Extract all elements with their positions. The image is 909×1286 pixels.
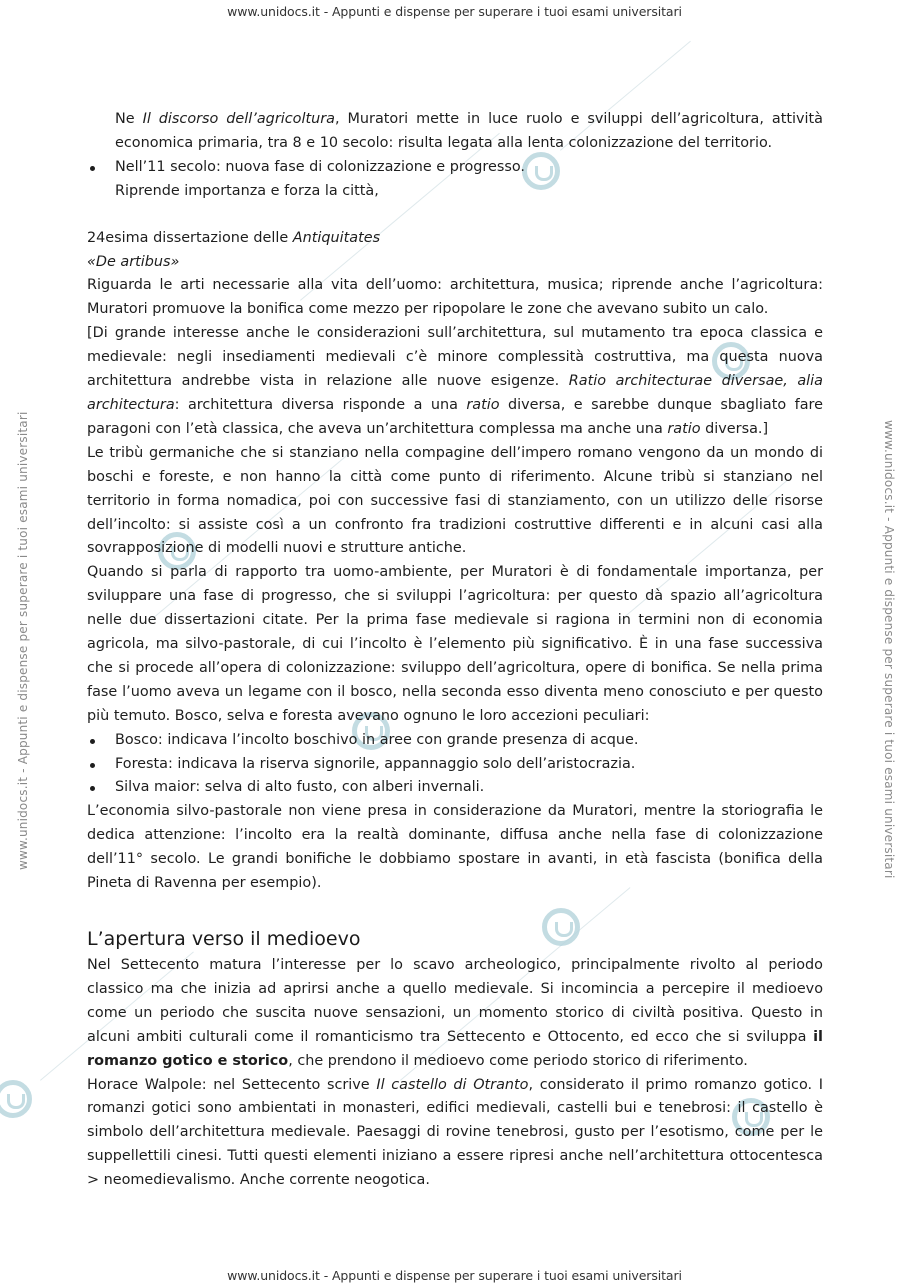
text-span: diversa.] <box>700 420 769 437</box>
text-span: Horace Walpole: nel Settecento scrive <box>87 1076 377 1093</box>
bold-phrase: il romanzo gotico e storico <box>87 1028 823 1069</box>
text-span: , che prendono il medioevo come periodo storico di riferimento. <box>288 1052 748 1069</box>
latin-phrase: Ratio architecturae diversae, alia architectura <box>87 373 823 413</box>
unidocs-watermark-logo-icon <box>0 1080 32 1118</box>
text-span: [Di grande interesse anche le considerazioni sull’architettura, sul mutamento tra epoca classica e medievale: negli insediamenti medievali c’è minore complessità costruttiva, ma questa nuova architettura andrebbe vista in relazione alle nuove esigenze. <box>87 325 823 390</box>
paragraph: Riguarda le arti necessarie alla vita dell’uomo: architettura, musica; riprende anche l’agricoltura: Muratori promuove la bonifica come mezzo per ripopolare le zone che avevano subito un calo. <box>87 277 823 318</box>
section-heading: L’apertura verso il medioevo <box>87 928 361 950</box>
work-title: Antiquitates <box>292 229 381 246</box>
text-span: 24esima dissertazione delle <box>87 229 293 246</box>
footer-watermark: www.unidocs.it - Appunti e dispense per superare i tuoi esami universitari <box>227 1268 682 1283</box>
right-side-watermark: www.unidocs.it - Appunti e dispense per superare i tuoi esami universitari <box>882 420 896 879</box>
paragraph: Quando si parla di rapporto tra uomo-ambiente, per Muratori è di fondamentale importanza, per sviluppare una fase di progresso, che si sviluppi l’agricoltura: per questo dà spazio all’agricoltura nelle due dissertazioni citate. Per la prima fase medievale si ragiona in termini non di economia agricola, ma silvo-pastorale, di cui l’incolto è l’elemento più significativo. È in una fase successiva che si procede all’opera di colonizzazione: sviluppo dell’agricoltura, opere di bonifica. Se nella prima fase l’uomo aveva un legame con il bosco, nella seconda esso diventa meno conosciuto e per questo più temuto. Bosco, selva e foresta avevano ognuno le loro accezioni peculiari: <box>87 564 823 724</box>
list-item: Silva maior: selva di alto fusto, con alberi invernali. <box>87 776 823 800</box>
subtitle-text: «De artibus» <box>87 253 180 270</box>
latin-word: ratio <box>466 396 500 413</box>
list-item: Foresta: indicava la riserva signorile, appannaggio solo dell’aristocrazia. <box>87 753 823 777</box>
latin-word: ratio <box>667 420 701 437</box>
header-watermark: www.unidocs.it - Appunti e dispense per superare i tuoi esami universitari <box>227 4 682 19</box>
list-item-text: Nell’11 secolo: nuova fase di colonizzazione e progresso. <box>115 158 525 175</box>
paragraph <box>87 1074 823 1194</box>
text-span: diversa, e sarebbe dunque sbagliato fare paragoni con l’età classica, che aveva un’architettura complessa ma anche una <box>87 396 823 437</box>
paragraph: L’economia silvo-pastorale non viene presa in considerazione da Muratori, mentre la storiografia le dedica attenzione: l’incolto era la realtà dominante, diffusa anche nella fase di colonizzazione dell’11° secolo. Le grandi bonifiche le dobbiamo spostare in avanti, in età fascista (bonifica della Pineta di Ravenna per esempio). <box>87 803 823 892</box>
paragraph <box>87 954 823 1074</box>
section-title <box>87 227 823 251</box>
text-span: : architettura diversa risponde a una <box>174 396 467 413</box>
list-item <box>87 156 823 204</box>
intro-paragraph <box>87 108 823 156</box>
document-body <box>87 108 823 1193</box>
book-title: Il discorso dell’agricoltura <box>142 111 335 127</box>
left-side-watermark: www.unidocs.it - Appunti e dispense per superare i tuoi esami universitari <box>16 411 30 870</box>
text-span: , considerato il primo romanzo gotico. I romanzi gotici sono ambientati in monasteri, edifici medievali, castelli bui e tenebrosi: il castello è simbolo dell’architettura medievale. Paesaggi di rovine tenebrosi, gusto per l’esotismo, come per le suppellettili cinesi. Tutti questi elementi iniziano a essere ripresi anche nell’architettura ottocentesca > neomedievalismo. Anche corrente neogotica. <box>87 1076 823 1189</box>
paragraph: Le tribù germaniche che si stanziano nella compagine dell’impero romano vengono da un mondo di boschi e foreste, e non hanno la città come punto di riferimento. Alcune tribù si stanziano nel territorio in forma nomadica, poi con successive fasi di stanziamento, con un utilizzo delle risorse dell’incolto: si assiste così a un confronto fra tradizioni costruttive differenti e in alcuni casi alla sovrapposizione di modelli nuovi e strutture antiche. <box>87 444 823 557</box>
list-item-text: Riprende importanza e forza la città, <box>115 182 379 199</box>
list-item: Bosco: indicava l’incolto boschivo in aree con grande presenza di acque. <box>87 729 823 753</box>
section-subtitle <box>87 251 823 275</box>
text-span: Nel Settecento matura l’interesse per lo scavo archeologico, principalmente rivolto al periodo classico ma che inizia ad aprirsi anche a quello medievale. Si incomincia a percepire il medioevo come un periodo che suscita nuove sensazioni, un momento storico di civiltà positiva. Questo in alcuni ambiti culturali come il romanticismo tra Settecento e Ottocento, ed ecco che si sviluppa <box>87 957 823 1045</box>
book-title: Il castello di Otranto <box>376 1076 529 1093</box>
paragraph <box>87 322 823 442</box>
text-span: , Muratori mette in luce ruolo e sviluppi dell’agricoltura, attività economica primaria, tra 8 e 10 secolo: risulta legata alla lenta colonizzazione del territorio. <box>115 111 823 151</box>
text-span: Ne <box>115 111 143 127</box>
